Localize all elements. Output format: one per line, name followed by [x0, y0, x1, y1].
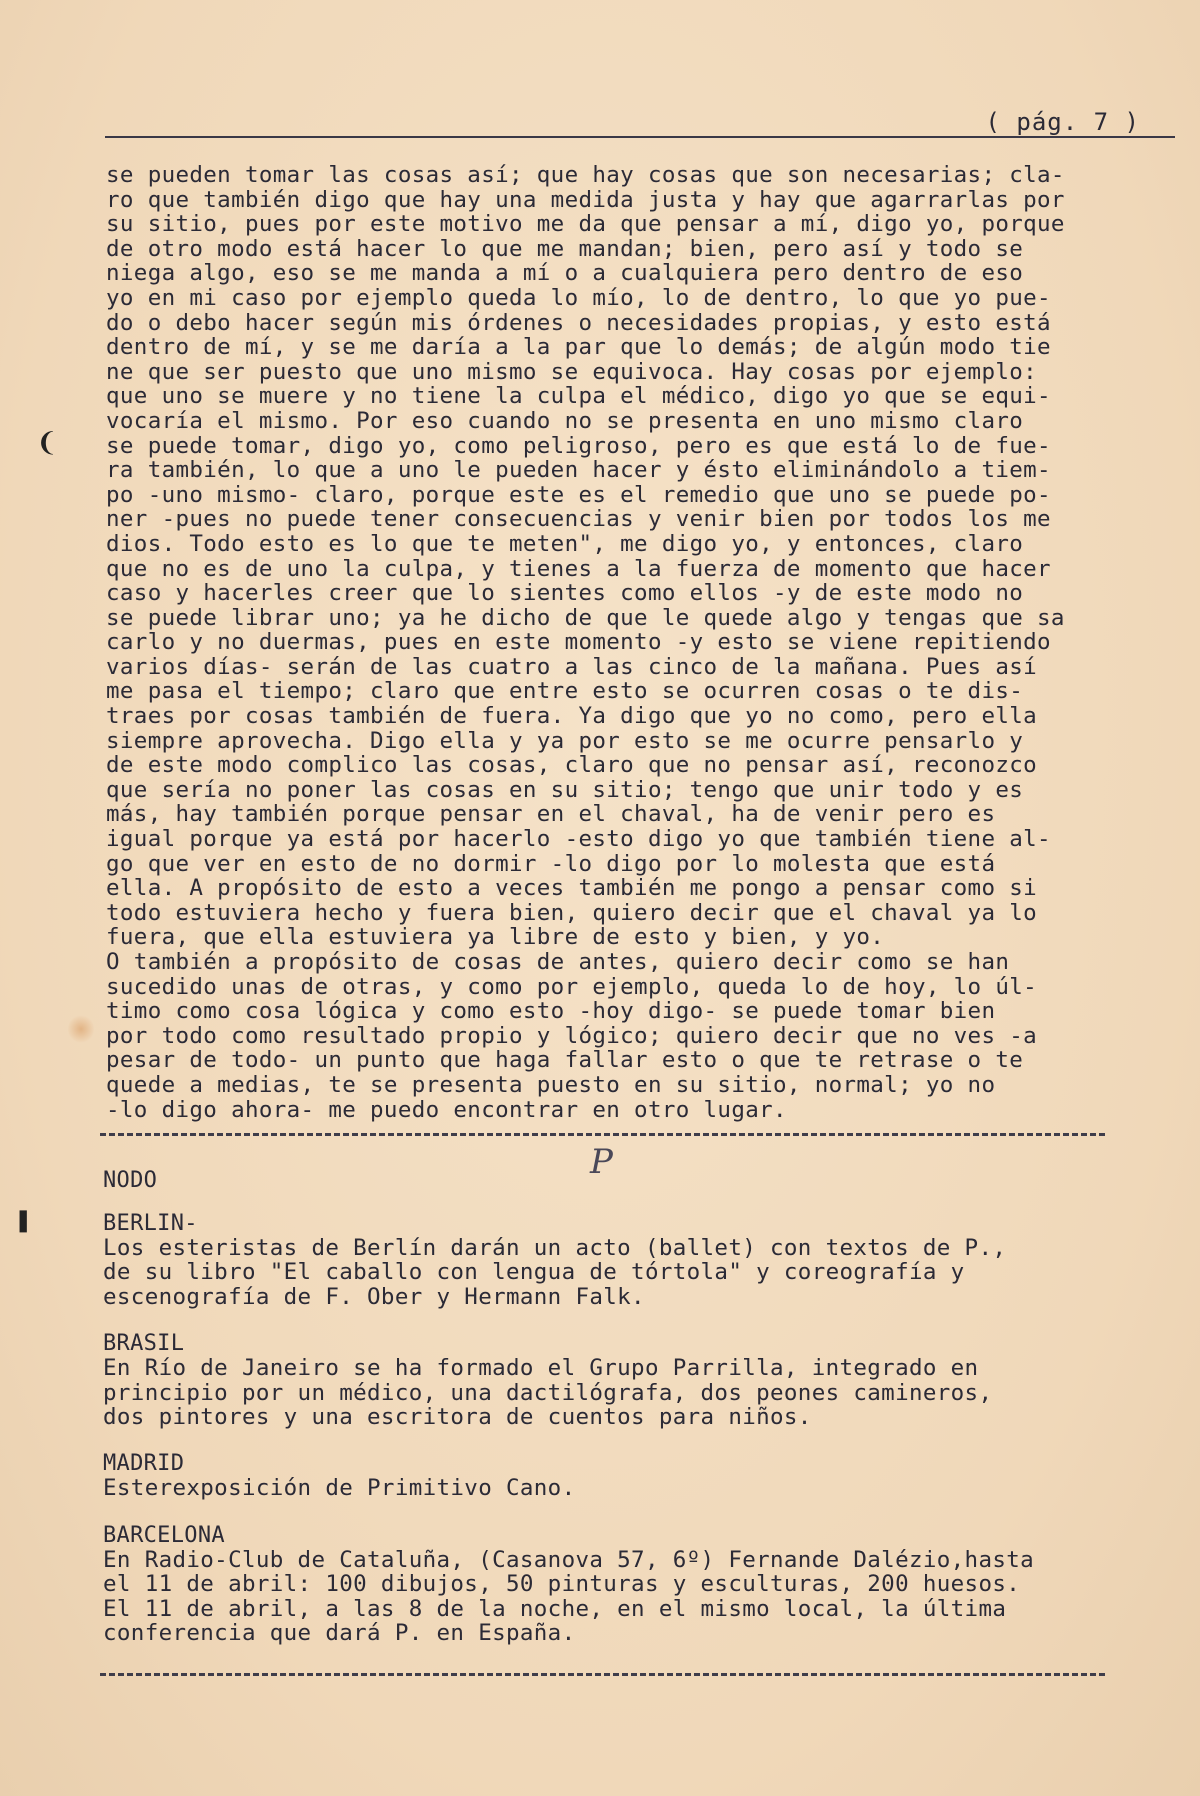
text-line: fuera, que ella estuviera ya libre de esto y bien, y yo.	[106, 924, 885, 951]
text-line: caso y hacerles creer que lo sientes como ellos -y de este modo no	[106, 580, 1024, 607]
news-items	[103, 1211, 1183, 1645]
text-line: ne que ser puesto que uno mismo se equivoca. Hay cosas por ejemplo:	[106, 358, 1038, 385]
text-line: más, hay también porque pensar en el chaval, ha de venir pero es	[106, 801, 996, 828]
news-item-line: el 11 de abril: 100 dibujos, 50 pinturas y esculturas, 200 huesos.	[103, 1571, 1021, 1598]
page-header	[105, 108, 1175, 140]
news-item-line: conferencia que dará P. en España.	[103, 1620, 576, 1647]
bottom-divider	[100, 1673, 1105, 1676]
news-item-line: Los esteristas de Berlín darán un acto (ballet) con textos de P.,	[103, 1235, 1007, 1261]
text-line: do o debo hacer según mis órdenes o necesidades propias, y esto está	[106, 309, 1051, 336]
news-section-title: NODO	[103, 1168, 158, 1193]
news-item-line: El 11 de abril, a las 8 de la noche, en el mismo local, la última	[103, 1595, 1007, 1622]
text-line: ra también, lo que a uno le pueden hacer y ésto eliminándolo a tiem-	[106, 457, 1051, 484]
news-item-line: escenografía de F. Ober y Hermann Falk.	[103, 1283, 645, 1310]
text-line: go que ver en esto de no dormir -lo digo por lo molesta que está	[106, 850, 996, 877]
text-line: quede a medias, te se presenta puesto en su sitio, normal; yo no	[106, 1071, 996, 1098]
text-line: vocaría el mismo. Por eso cuando no se presenta en uno mismo claro	[106, 407, 1024, 434]
news-item-line: Esterexposición de Primitivo Cano.	[103, 1475, 576, 1502]
news-section	[103, 1168, 1183, 1645]
news-item-line: En Radio-Club de Cataluña, (Casanova 57, 6º) Fernande Dalézio,hasta	[103, 1546, 1035, 1573]
news-item	[103, 1523, 1183, 1646]
text-line: ella. A propósito de esto a veces también me pongo a pensar como si	[106, 875, 1038, 902]
text-line: dios. Todo esto es lo que te meten", me digo yo, y entonces, claro	[106, 530, 1024, 557]
text-line: niega algo, eso se me manda a mí o a cualquiera pero dentro de eso	[106, 260, 1024, 287]
text-line: traes por cosas también de fuera. Ya digo que yo no como, pero ella	[106, 703, 1038, 730]
text-line: se puede tomar, digo yo, como peligroso, pero es que está lo de fue-	[106, 432, 1051, 459]
text-line: que uno se muere y no tiene la culpa el médico, digo yo que se equi-	[106, 383, 1051, 410]
text-line: de otro modo está hacer lo que me mandan; bien, pero así y todo se	[106, 235, 1024, 262]
section-divider	[100, 1133, 1105, 1136]
news-item-place: BERLIN-	[103, 1211, 198, 1236]
margin-mark: ❨	[36, 428, 58, 458]
news-item	[103, 1331, 1183, 1429]
text-line: igual porque ya está por hacerlo -esto digo yo que también tiene al-	[106, 826, 1051, 853]
text-line: varios días- serán de las cuatro a las cinco de la mañana. Pues así	[106, 653, 1038, 680]
news-item-place: MADRID	[103, 1451, 185, 1477]
text-line: carlo y no duermas, pues en este momento -y esto se viene repitiendo	[106, 629, 1051, 656]
signature-initial: P	[590, 1142, 613, 1182]
news-item-line: dos pintores y una escritora de cuentos para niños.	[103, 1404, 812, 1431]
page-number: ( pág. 7 )	[985, 108, 1140, 136]
text-line: de este modo complico las cosas, claro que no pensar así, reconozco	[106, 752, 1038, 779]
text-line: yo en mi caso por ejemplo queda lo mío, lo de dentro, lo que yo pue-	[106, 284, 1051, 311]
news-item-line: de su libro "El caballo con lengua de tórtola" y coreografía y	[103, 1259, 965, 1286]
body-text	[106, 163, 1186, 1122]
text-line: que no es de uno la culpa, y tienes a la fuerza de momento que hacer	[106, 555, 1051, 582]
text-line: sucedido unas de otras, y como por ejemplo, queda lo de hoy, lo úl-	[106, 973, 1038, 1000]
news-item-line: En Río de Janeiro se ha formado el Grupo Parrilla, integrado en	[103, 1355, 979, 1382]
header-rule	[105, 136, 1175, 138]
text-line: que sería no poner las cosas en su sitio; tengo que unir todo y es	[106, 776, 1024, 803]
text-line: po -uno mismo- claro, porque este es el remedio que uno se puede po-	[106, 481, 1051, 508]
paper-stain	[68, 1014, 94, 1044]
text-line: pesar de todo- un punto que haga fallar esto o que te retrase o te	[106, 1047, 1024, 1074]
text-line: timo como cosa lógica y como esto -hoy digo- se puede tomar bien	[106, 998, 996, 1025]
text-line: dentro de mí, y se me daría a la par que lo demás; de algún modo tie	[106, 334, 1051, 361]
news-item	[103, 1211, 1183, 1309]
text-line: -lo digo ahora- me puedo encontrar en otro lugar.	[106, 1096, 787, 1123]
text-line: siempre aprovecha. Digo ella y ya por esto se me ocurre pensarlo y	[106, 727, 1024, 754]
text-line: ro que también digo que hay una medida justa y hay que agarrarlas por	[106, 186, 1065, 213]
text-line: todo estuviera hecho y fuera bien, quiero decir que el chaval ya lo	[106, 899, 1038, 926]
margin-mark: ❚	[14, 1208, 33, 1233]
text-line: ner -pues no puede tener consecuencias y venir bien por todos los me	[106, 506, 1051, 533]
text-line: se puede librar uno; ya he dicho de que le quede algo y tengas que sa	[106, 604, 1065, 631]
text-line: se pueden tomar las cosas así; que hay cosas que son necesarias; cla-	[106, 162, 1065, 188]
text-line: O también a propósito de cosas de antes, quiero decir como se han	[106, 949, 1010, 975]
news-item	[103, 1451, 1183, 1500]
text-line: por todo como resultado propio y lógico; quiero decir que no ves -a	[106, 1022, 1038, 1049]
news-item-place: BARCELONA	[103, 1522, 225, 1548]
text-line: su sitio, pues por este motivo me da que pensar a mí, digo yo, porque	[106, 211, 1065, 238]
news-item-place: BRASIL	[103, 1331, 185, 1357]
text-line: me pasa el tiempo; claro que entre esto se ocurren cosas o te dis-	[106, 678, 1024, 705]
news-item-line: principio por un médico, una dactilógrafa, dos peones camineros,	[103, 1379, 993, 1406]
